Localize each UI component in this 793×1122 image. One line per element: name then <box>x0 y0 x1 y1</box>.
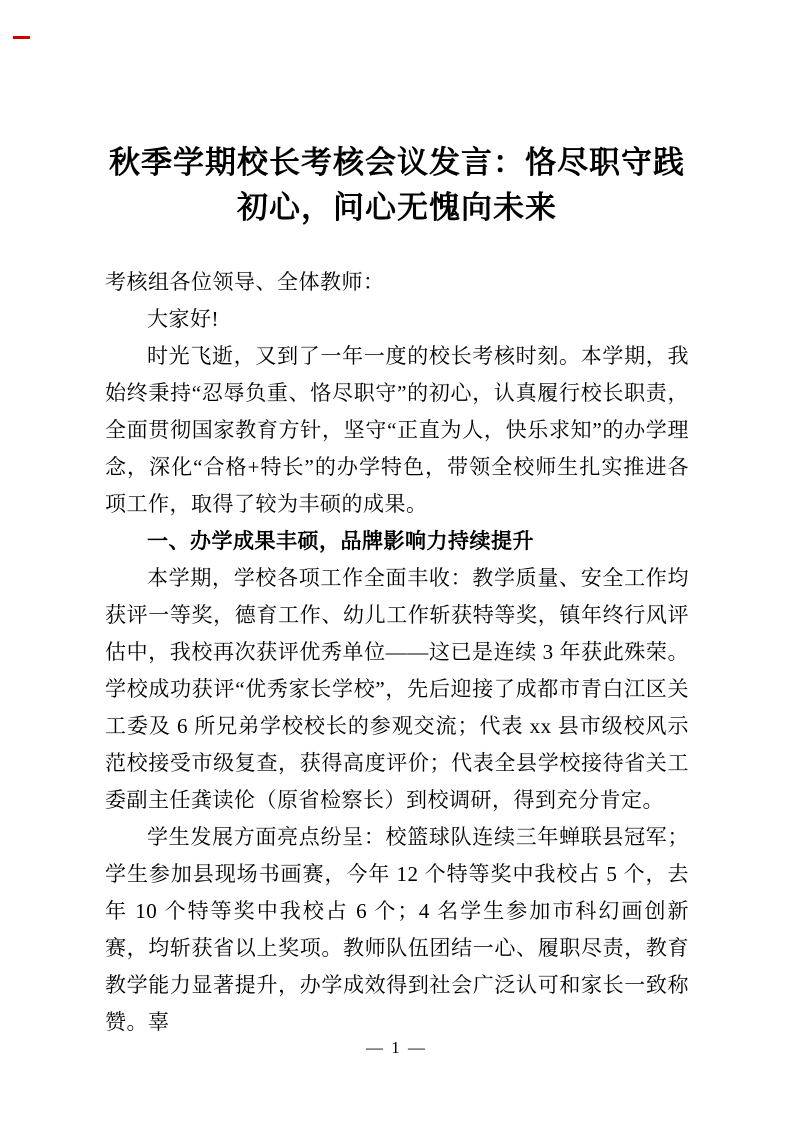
salutation-line: 考核组各位领导、全体教师： <box>105 270 385 294</box>
paragraph-greeting: 大家好! <box>147 307 219 331</box>
paragraph-student-development: 学生发展方面亮点纷呈：校篮球队连续三年蝉联县冠军；学生参加县现场书画赛，今年 12 个特等奖中我校占 5 个，去年 10 个特等奖中我校占 6 个；4 名学生参加市科幻画创新赛，均斩获省以上奖项。教师队伍团结一心、履职尽责，教育教学能力显著提升，办学成效得到社会广泛认可和家长一致称赞。辜 <box>105 825 689 1034</box>
paragraph-school-results: 本学期，学校各项工作全面丰收：教学质量、安全工作均获评一等奖，德育工作、幼儿工作斩获特等奖，镇年终行风评估中，我校再次获评优秀单位——这已是连续 3 年获此殊荣。学校成功获评“优秀家长学校”，先后迎接了成都市青白江区关工委及 6 所兄弟学校校长的参观交流；代表 xx 县市级校风示范校接受市级复查，获得高度评价；代表全县学校接待省关工委副主任龚读伦（原省检察长）到校调研，得到充分肯定。 <box>105 566 689 812</box>
red-corner-mark <box>13 36 30 39</box>
section-heading-achievements: 一、办学成果丰硕，品牌影响力持续提升 <box>147 529 534 553</box>
document-title: 秋季学期校长考核会议发言：恪尽职守践初心，问心无愧向未来 <box>109 145 685 225</box>
page-number: — 1 — <box>366 1038 427 1057</box>
paragraph-intro: 时光飞逝，又到了一年一度的校长考核时刻。本学期，我始终秉持“忍辱负重、恪尽职守”的初心，认真履行校长职责，全面贯彻国家教育方针，坚守“正直为人，快乐求知”的办学理念，深化“合格+特长”的办学特色，带领全校师生扎实推进各项工作，取得了较为丰硕的成果。 <box>105 344 689 516</box>
